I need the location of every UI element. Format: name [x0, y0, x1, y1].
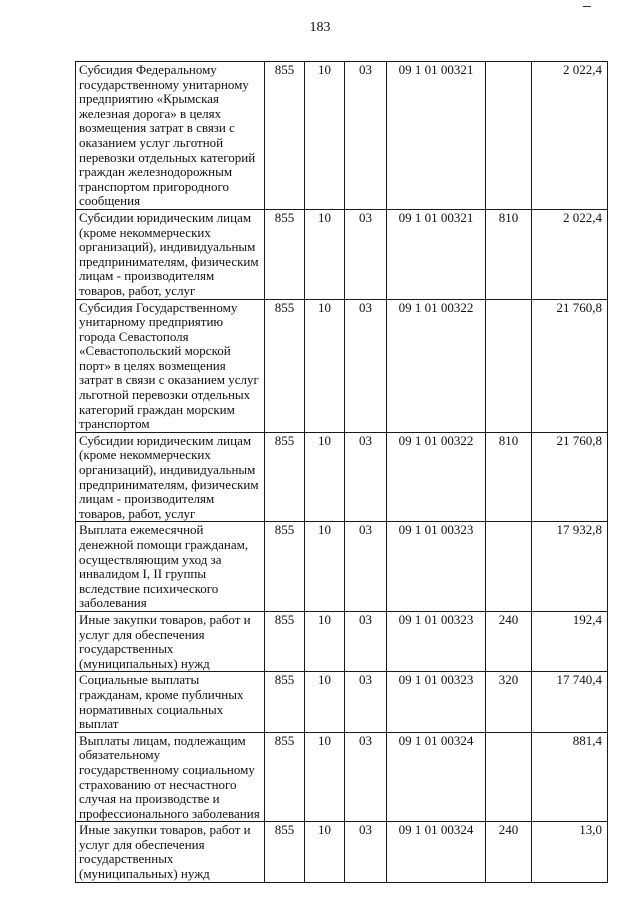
target-article-code: 09 1 01 00323: [387, 522, 486, 612]
table-row: [76, 732, 608, 822]
item-name: Субсидии юридическим лицам (кроме некоммерческих организаций), индивидуальным предпринимателям, физическим лицам - производителям товаров, работ, услуг: [76, 432, 265, 522]
item-name: Социальные выплаты гражданам, кроме публичных нормативных социальных выплат: [76, 672, 265, 732]
ministry-code: 855: [265, 209, 305, 299]
section-code: 10: [305, 672, 345, 732]
ministry-code: 855: [265, 822, 305, 882]
target-article-code: 09 1 01 00324: [387, 732, 486, 822]
section-code: 10: [305, 209, 345, 299]
item-name: Иные закупки товаров, работ и услуг для обеспечения государственных (муниципальных) нужд: [76, 611, 265, 671]
target-article-code: 09 1 01 00322: [387, 432, 486, 522]
expense-type-code: 320: [486, 672, 532, 732]
target-article-code: 09 1 01 00321: [387, 209, 486, 299]
subsection-code: 03: [345, 822, 387, 882]
ministry-code: 855: [265, 432, 305, 522]
subsection-code: 03: [345, 209, 387, 299]
subsection-code: 03: [345, 672, 387, 732]
section-code: 10: [305, 62, 345, 210]
section-code: 10: [305, 432, 345, 522]
ministry-code: 855: [265, 672, 305, 732]
amount: 17 932,8: [532, 522, 608, 612]
subsection-code: 03: [345, 299, 387, 432]
section-code: 10: [305, 822, 345, 882]
table-row: [76, 62, 608, 210]
section-code: 10: [305, 732, 345, 822]
amount: 21 760,8: [532, 299, 608, 432]
table-row: [76, 209, 608, 299]
target-article-code: 09 1 01 00322: [387, 299, 486, 432]
ministry-code: 855: [265, 522, 305, 612]
expense-type-code: 240: [486, 822, 532, 882]
item-name: Субсидии юридическим лицам (кроме некоммерческих организаций), индивидуальным предпринимателям, физическим лицам - производителям товаров, работ, услуг: [76, 209, 265, 299]
section-code: 10: [305, 299, 345, 432]
subsection-code: 03: [345, 522, 387, 612]
amount: 2 022,4: [532, 209, 608, 299]
amount: 21 760,8: [532, 432, 608, 522]
target-article-code: 09 1 01 00321: [387, 62, 486, 210]
expense-type-code: [486, 522, 532, 612]
item-name: Субсидия Государственному унитарному предприятию города Севастополя «Севастопольский морской порт» в целях возмещения затрат в связи с оказанием услуг льготной перевозки отдельных категорий граждан морским транспортом: [76, 299, 265, 432]
target-article-code: 09 1 01 00323: [387, 611, 486, 671]
expense-type-code: [486, 62, 532, 210]
table-row: [76, 672, 608, 732]
item-name: Выплата ежемесячной денежной помощи гражданам, осуществляющим уход за инвалидом I, II группы вследствие психического заболевания: [76, 522, 265, 612]
table-row: [76, 611, 608, 671]
item-name: Субсидия Федеральному государственному унитарному предприятию «Крымская железная дорога» в целях возмещения затрат в связи с оказанием услуг льготной перевозки отдельных категорий граждан железнодорожным транспортом пригородного сообщения: [76, 62, 265, 210]
amount: 17 740,4: [532, 672, 608, 732]
table-row: [76, 822, 608, 882]
ministry-code: 855: [265, 299, 305, 432]
section-code: 10: [305, 522, 345, 612]
subsection-code: 03: [345, 62, 387, 210]
section-code: 10: [305, 611, 345, 671]
expense-type-code: [486, 732, 532, 822]
subsection-code: 03: [345, 732, 387, 822]
expense-type-code: 240: [486, 611, 532, 671]
amount: 192,4: [532, 611, 608, 671]
ministry-code: 855: [265, 732, 305, 822]
subsection-code: 03: [345, 611, 387, 671]
target-article-code: 09 1 01 00324: [387, 822, 486, 882]
scan-artifact-mark: [583, 6, 591, 7]
table-row: [76, 522, 608, 612]
amount: 13,0: [532, 822, 608, 882]
target-article-code: 09 1 01 00323: [387, 672, 486, 732]
ministry-code: 855: [265, 62, 305, 210]
budget-table: [75, 61, 608, 883]
expense-type-code: 810: [486, 209, 532, 299]
expense-type-code: 810: [486, 432, 532, 522]
amount: 881,4: [532, 732, 608, 822]
item-name: Иные закупки товаров, работ и услуг для обеспечения государственных (муниципальных) нужд: [76, 822, 265, 882]
table-row: [76, 299, 608, 432]
page-number: 183: [309, 20, 331, 35]
subsection-code: 03: [345, 432, 387, 522]
amount: 2 022,4: [532, 62, 608, 210]
ministry-code: 855: [265, 611, 305, 671]
item-name: Выплаты лицам, подлежащим обязательному государственному социальному страхованию от несчастного случая на производстве и профессионального заболевания: [76, 732, 265, 822]
expense-type-code: [486, 299, 532, 432]
table-row: [76, 432, 608, 522]
